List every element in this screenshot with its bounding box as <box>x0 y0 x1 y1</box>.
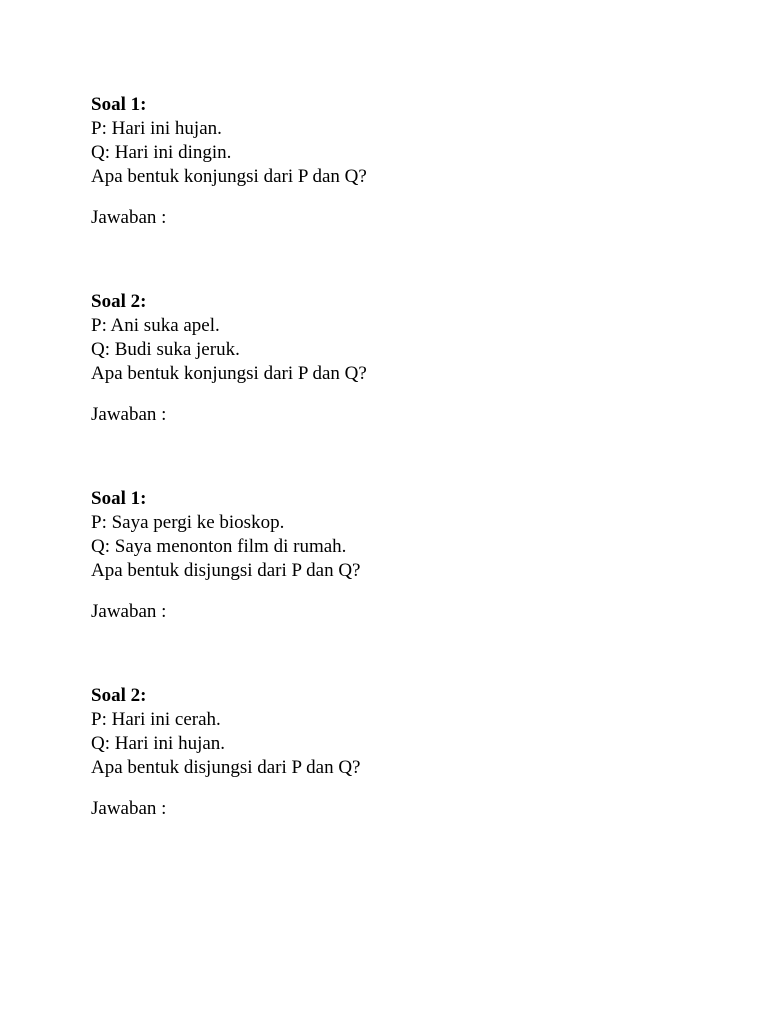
question-title: Soal 1: <box>91 94 147 115</box>
question-block-2 <box>91 290 691 427</box>
answer-label: Jawaban : <box>91 404 167 425</box>
statement-p: P: Hari ini hujan. <box>91 118 222 139</box>
question-block-3 <box>91 487 691 624</box>
statement-q: Q: Hari ini dingin. <box>91 142 232 163</box>
answer-label: Jawaban : <box>91 601 167 622</box>
question-title: Soal 1: <box>91 488 147 509</box>
question-title: Soal 2: <box>91 685 147 706</box>
answer-label: Jawaban : <box>91 207 167 228</box>
question-prompt: Apa bentuk konjungsi dari P dan Q? <box>91 166 367 187</box>
question-block-1 <box>91 93 691 230</box>
question-title: Soal 2: <box>91 291 147 312</box>
question-prompt: Apa bentuk disjungsi dari P dan Q? <box>91 757 361 778</box>
answer-label: Jawaban : <box>91 798 167 819</box>
statement-q: Q: Budi suka jeruk. <box>91 339 240 360</box>
statement-q: Q: Hari ini hujan. <box>91 733 226 754</box>
statement-p: P: Saya pergi ke bioskop. <box>91 512 285 533</box>
statement-p: P: Ani suka apel. <box>91 315 220 336</box>
statement-q: Q: Saya menonton film di rumah. <box>91 536 347 557</box>
statement-p: P: Hari ini cerah. <box>91 709 221 730</box>
question-block-4 <box>91 684 691 821</box>
question-prompt: Apa bentuk konjungsi dari P dan Q? <box>91 363 367 384</box>
question-prompt: Apa bentuk disjungsi dari P dan Q? <box>91 560 361 581</box>
